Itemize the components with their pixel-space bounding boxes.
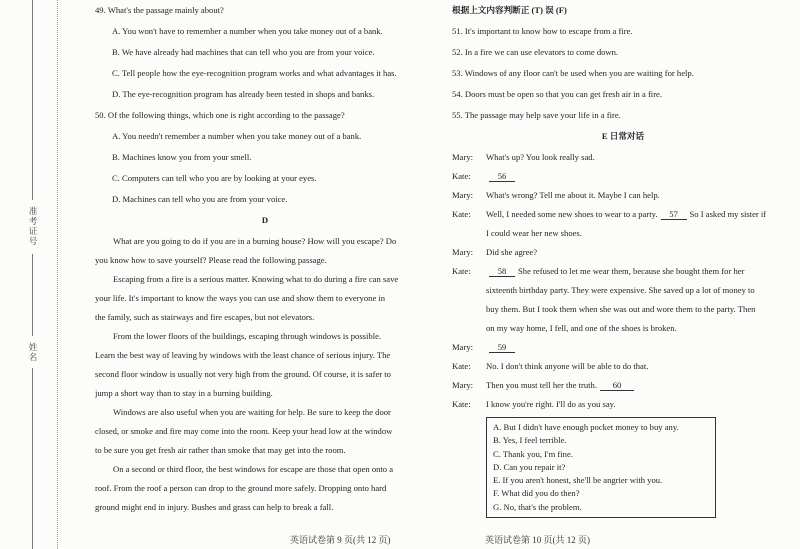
passage-d-line: the family, such as stairways and fire escapes, but not elevators. [95,312,315,322]
dialog-text: I know you're right. I'll do as you say. [486,399,616,409]
passage-d-line: you know how to save yourself? Please read the following passage. [95,255,327,265]
dialog-text: No. I don't think anyone will be able to do that. [486,361,649,371]
option-e: E. If you aren't honest, she'll be angrier with you. [493,475,663,486]
speaker-kate: Kate: [452,399,471,409]
speaker-mary: Mary: [452,190,474,200]
speaker-mary: Mary: [452,152,474,162]
speaker-mary: Mary: [452,247,474,257]
exam-number-label: 准考证号 [28,206,38,246]
q49-option-b: B. We have already had machines that can tell who you are from your voice. [112,47,375,57]
blank-56[interactable]: 56 [489,171,515,182]
tf-item-55: 55. The passage may help save your life in a fire. [452,110,621,120]
passage-d-line: Learn the best way of leaving by windows with the least chance of serious injury. The [95,350,391,360]
dialog-line [452,398,794,410]
q49-option-d: D. The eye-recognition program has already been tested in shops and banks. [112,89,375,99]
dialog-text: What's wrong? Tell me about it. Maybe I can help. [486,190,660,200]
blank-60[interactable]: 60 [600,380,634,391]
question-50-stem: 50. Of the following things, which one is right according to the passage? [95,110,345,120]
passage-d-line: your life. It's important to know the ways you can use and show them to everyone in [95,293,386,303]
option-a: A. But I didn't have enough pocket money to buy any. [493,422,679,432]
page-10-footer: 英语试卷第 10 页(共 12 页) [485,535,590,545]
answer-options-box [486,417,716,518]
section-d-heading: D [261,215,269,225]
passage-d-line: to be sure you get fresh air rather than smoke that may get into the room. [95,445,346,455]
passage-d-line: roof. From the roof a person can drop to the ground more safely. Dropping onto hard [95,483,387,493]
dialog-continuation: buy them. But I took them when she was out and wore them to the party. Then [486,304,756,314]
fold-dotted-line [57,0,58,549]
passage-d-line: What are you going to do if you are in a burning house? How will you escape? Do [113,236,397,246]
blank-57[interactable]: 57 [661,209,687,220]
page-10-column [452,4,794,518]
binding-line-top [32,0,33,200]
binding-margin [0,0,64,549]
option-c: C. Thank you, I'm fine. [493,448,573,459]
option-f: F. What did you do then? [493,488,580,499]
dialog-text: What's up? You look really sad. [486,152,595,162]
tf-item-51: 51. It's important to know how to escape from a fire. [452,26,633,36]
page-9-column [95,4,435,513]
dialog-continuation: sixteenth birthday party. They were expensive. She saved up a lot of money to [486,285,755,295]
q49-option-c: C. Tell people how the eye-recognition program works and what advantages it has. [112,68,397,78]
page-9-footer: 英语试卷第 9 页(共 12 页) [290,535,391,545]
option-d: D. Can you repair it? [493,461,566,472]
speaker-kate: Kate: [452,209,471,219]
option-g: G. No, that's the problem. [493,501,582,512]
passage-d-line: Windows are also useful when you are waiting for help. Be sure to keep the door [113,407,391,417]
question-49-stem: 49. What's the passage mainly about? [95,5,224,15]
blank-59[interactable]: 59 [489,342,515,353]
q50-option-c: C. Computers can tell who you are by looking at your eyes. [112,173,317,183]
dialog-line [452,341,794,353]
dialog-line [452,151,794,163]
speaker-kate: Kate: [452,266,471,276]
dialog-text: She refused to let me wear them, because she bought them for her [518,266,745,276]
dialog-line [452,208,794,220]
speaker-mary: Mary: [452,380,474,390]
tf-item-53: 53. Windows of any floor can't be used when you are waiting for help. [452,68,694,78]
dialog-line [452,246,794,258]
option-b: B. Yes, I feel terrible. [493,435,567,446]
binding-line-bottom [32,368,33,549]
dialog-text: Did she agree? [486,247,538,257]
q50-option-b: B. Machines know you from your smell. [112,152,252,162]
passage-d-line: Escaping from a fire is a serious matter. Knowing what to do during a fire can save [113,274,399,284]
passage-d-line: ground might end in injury. Bushes and grass can help to break a fall. [95,502,334,512]
tf-item-52: 52. In a fire we can use elevators to come down. [452,47,619,57]
dialog-line [452,170,794,182]
student-name-label: 姓名 [28,342,38,362]
q50-option-d: D. Machines can tell who you are from your voice. [112,194,288,204]
speaker-kate: Kate: [452,361,471,371]
section-e-heading: E 日常对话 [601,131,645,141]
speaker-mary: Mary: [452,342,474,352]
true-false-heading: 根据上文内容判断正 (T) 误 (F) [452,5,567,15]
dialog-text: Well, I needed some new shoes to wear to a party. [486,209,658,219]
tf-item-54: 54. Doors must be open so that you can get fresh air in a fire. [452,89,663,99]
dialog-line [452,265,794,277]
q50-option-a: A. You needn't remember a number when you take money out of a bank. [112,131,362,141]
blank-58[interactable]: 58 [489,266,515,277]
dialog-line [452,360,794,372]
exam-number-field[interactable] [32,254,33,336]
dialog-text: Then you must tell her the truth. [486,380,597,390]
dialog-line [452,189,794,201]
passage-d-line: jump a short way than to stay in a burning building. [95,388,273,398]
passage-d-line: From the lower floors of the buildings, escaping through windows is possible. [113,331,382,341]
passage-d-line: On a second or third floor, the best windows for escape are those that open onto a [113,464,394,474]
passage-d-line: second floor window is usually not very high from the ground. Of course, it is safer to [95,369,391,379]
dialog-continuation: on my way home, I fell, and one of the shoes is broken. [486,323,677,333]
speaker-kate: Kate: [452,171,471,181]
passage-d-line: closed, or smoke and fire may come into the room. Keep your head low at the window [95,426,393,436]
dialog-line [452,379,794,391]
dialog-text: So I asked my sister if [689,209,767,219]
dialog-continuation: I could wear her new shoes. [486,228,582,238]
q49-option-a: A. You won't have to remember a number when you take money out of a bank. [112,26,383,36]
